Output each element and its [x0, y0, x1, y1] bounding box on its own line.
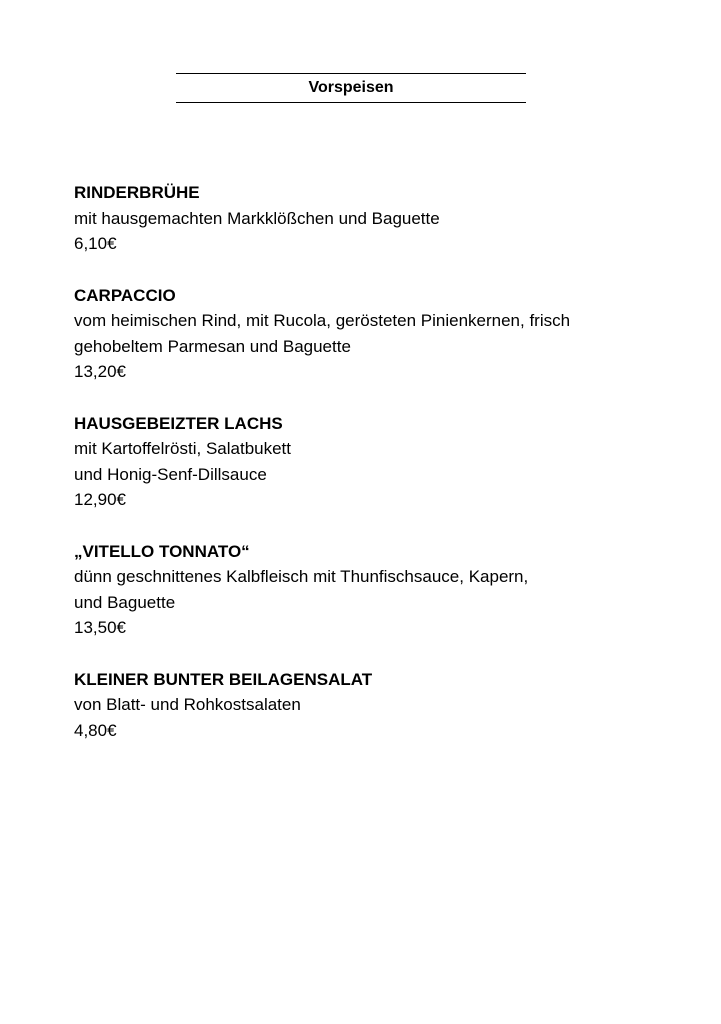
menu-item-description: und Honig-Senf-Dillsauce — [74, 464, 267, 484]
menu-item-name: RINDERBRÜHE — [74, 183, 200, 202]
menu-item-price: 13,50€ — [74, 618, 126, 637]
section-header — [176, 73, 526, 103]
menu-item-description: gehobeltem Parmesan und Baguette — [74, 336, 351, 356]
menu-item-description: und Baguette — [74, 592, 176, 612]
menu-list — [74, 180, 674, 769]
menu-item-price: 12,90€ — [74, 490, 126, 509]
menu-item-name: HAUSGEBEIZTER LACHS — [74, 413, 283, 433]
menu-item-description: mit hausgemachten Markklößchen und Baguette — [74, 208, 440, 228]
menu-item — [74, 667, 674, 744]
menu-item-name: „VITELLO TONNATO“ — [74, 541, 250, 561]
menu-item-price: 13,20€ — [74, 362, 126, 381]
menu-item — [74, 411, 674, 513]
menu-item — [74, 180, 674, 257]
menu-item — [74, 283, 674, 385]
menu-item — [74, 539, 674, 641]
section-title: Vorspeisen — [308, 79, 394, 96]
menu-item-description: mit Kartoffelrösti, Salatbukett — [74, 439, 292, 458]
menu-item-price: 4,80€ — [74, 720, 117, 740]
menu-item-name: KLEINER BUNTER BEILAGENSALAT — [74, 669, 373, 689]
menu-item-description: dünn geschnittenes Kalbfleisch mit Thunfischsauce, Kapern, — [74, 567, 529, 586]
menu-item-description: vom heimischen Rind, mit Rucola, gerösteten Pinienkernen, frisch — [74, 311, 571, 330]
menu-item-name: CARPACCIO — [74, 285, 176, 305]
menu-item-description: von Blatt- und Rohkostsalaten — [74, 695, 301, 714]
menu-item-price: 6,10€ — [74, 234, 117, 253]
